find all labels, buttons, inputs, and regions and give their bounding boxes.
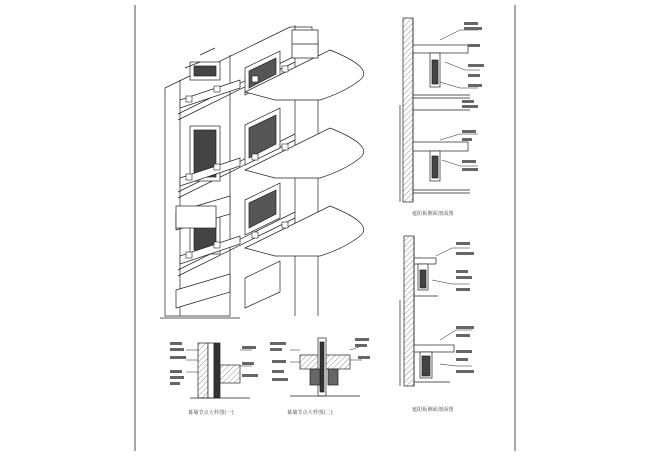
side-section-2 — [400, 236, 474, 386]
node-detail-1 — [170, 342, 258, 398]
side-section-2-caption: 遮阳板侧面剖面图 — [412, 407, 454, 413]
node-detail-2 — [270, 338, 370, 396]
side-section-1 — [400, 18, 484, 202]
side-section-1-caption: 遮阳板侧面剖面图 — [412, 211, 454, 217]
node-detail-2-caption: 幕墙节点大样图(二) — [287, 410, 333, 416]
facade-axonometric — [160, 25, 364, 318]
node-detail-1-caption: 幕墙节点大样图(一) — [188, 410, 234, 416]
